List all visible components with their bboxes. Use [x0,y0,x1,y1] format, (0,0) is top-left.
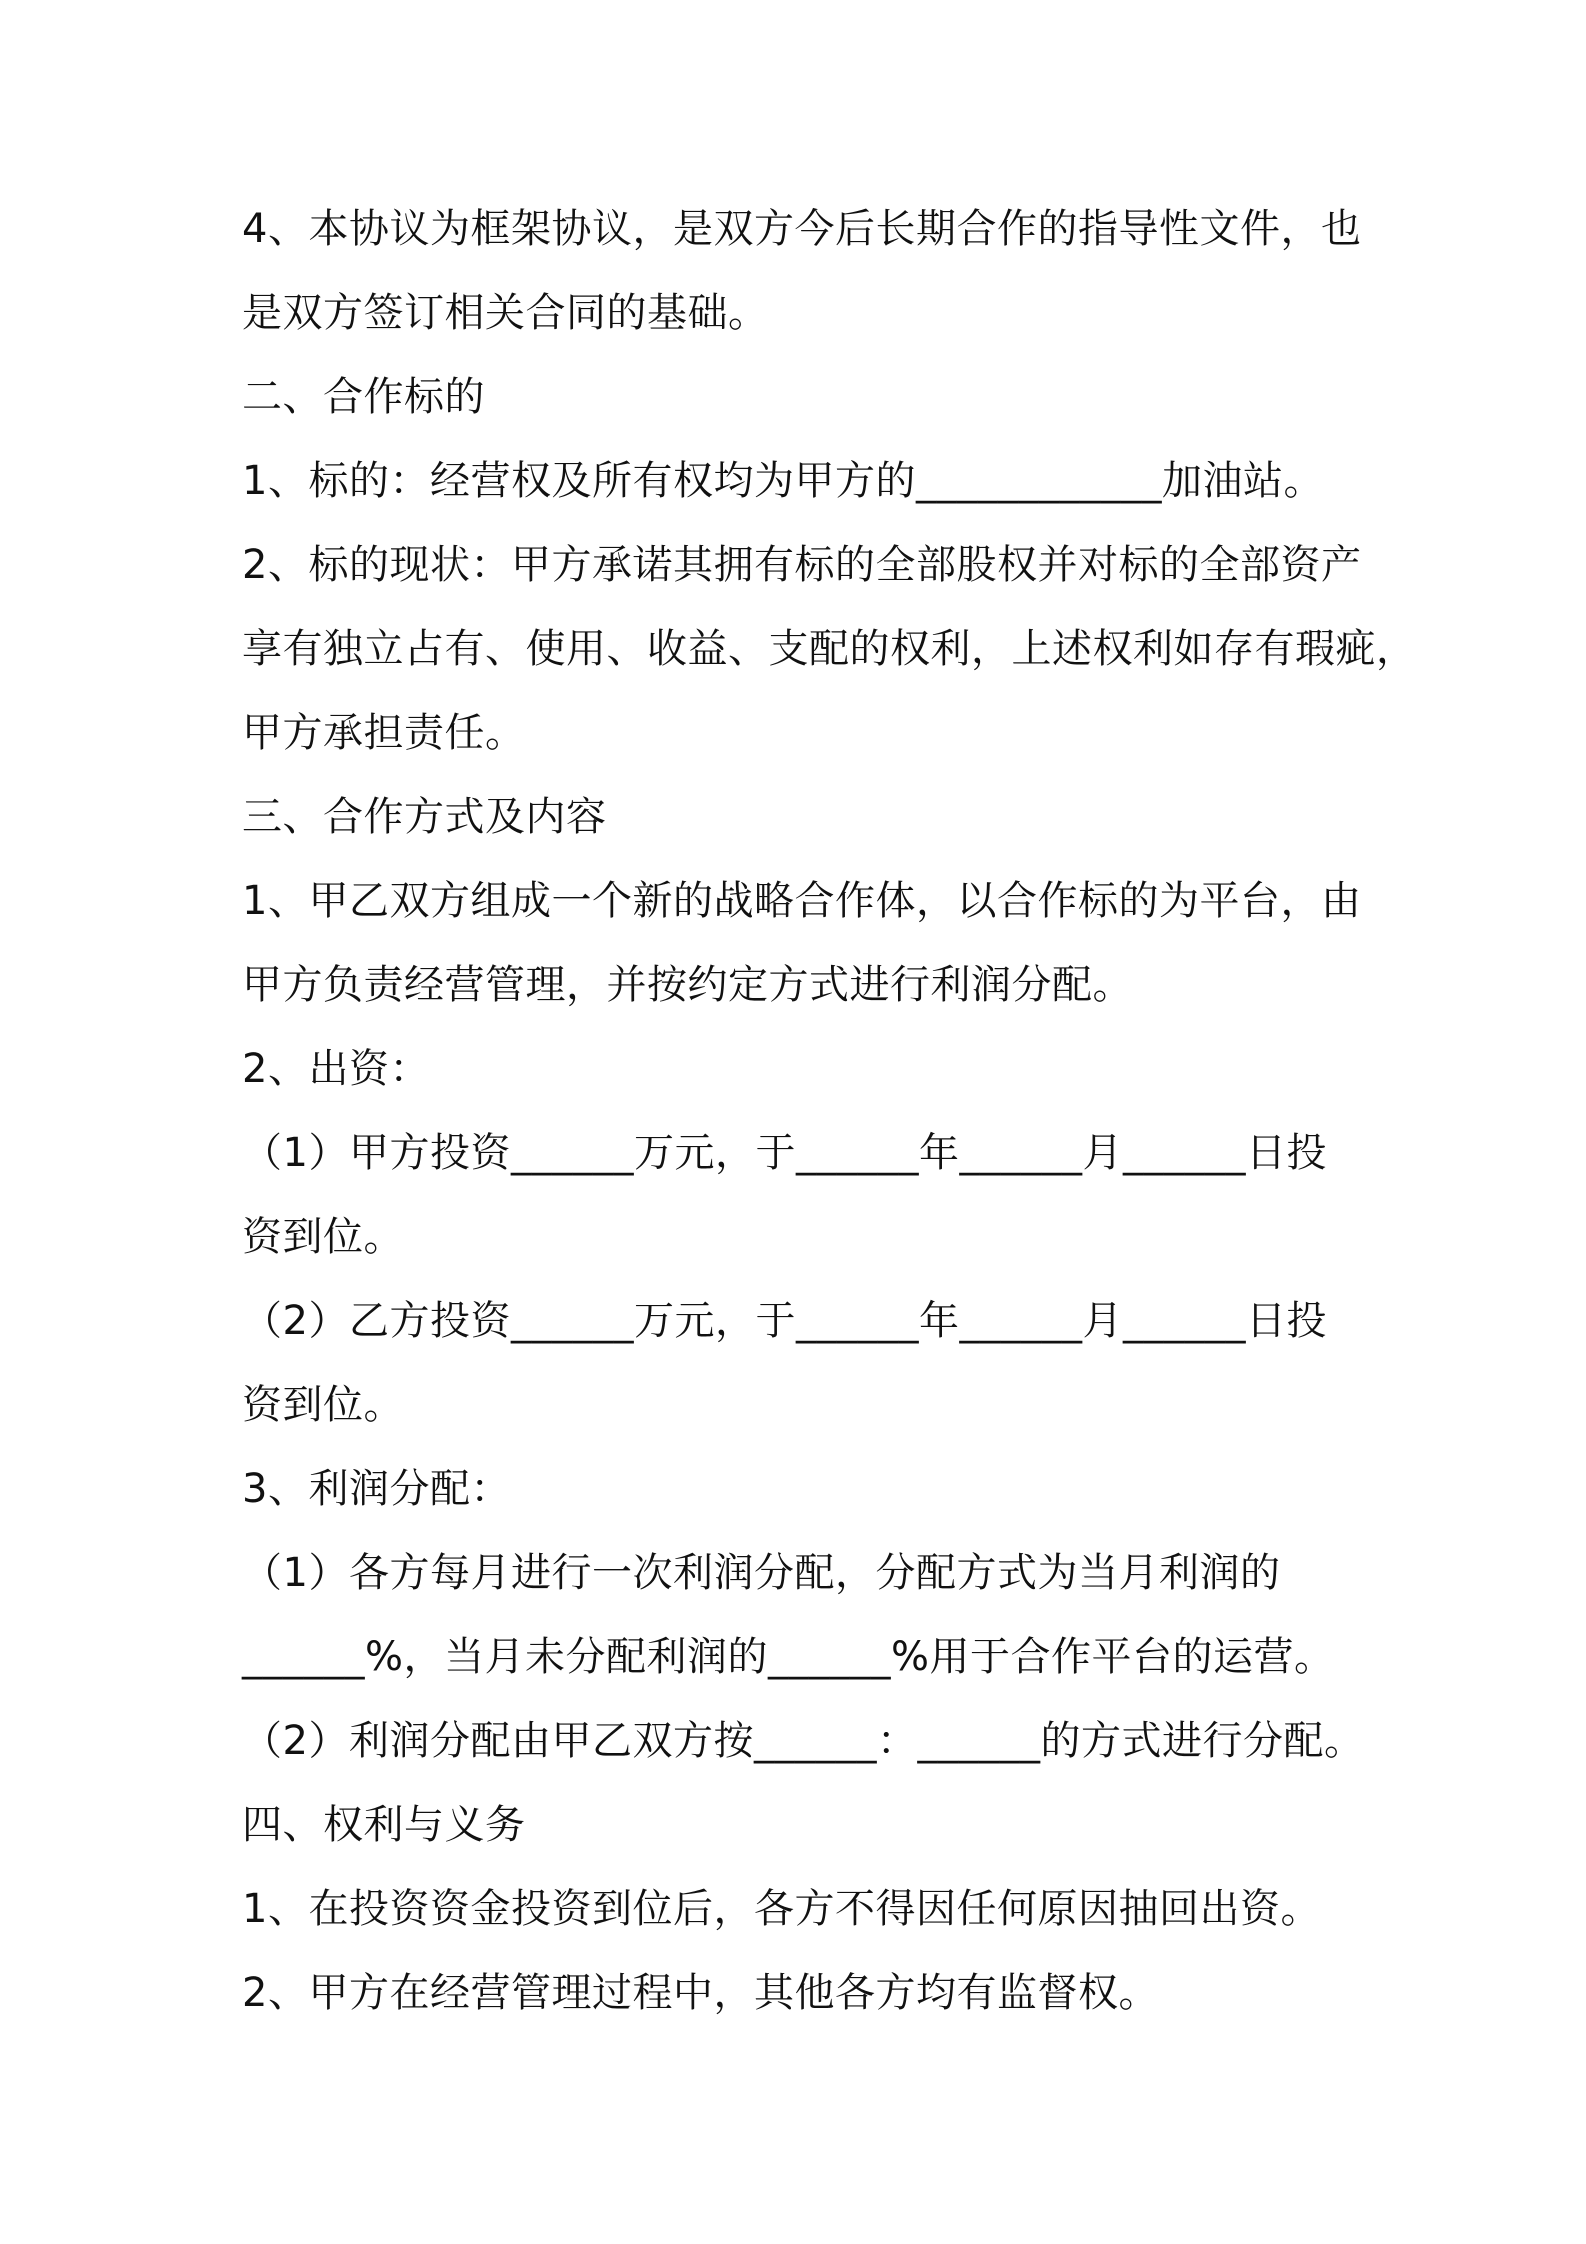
paragraph-line: 1、甲乙双方组成一个新的战略合作体，以合作标的为平台，由 [242,878,1362,924]
paragraph-line: 资到位。 [242,1214,404,1260]
paragraph-line: 2、标的现状：甲方承诺其拥有标的全部股权并对标的全部资产 [242,542,1362,588]
section-heading: 三、合作方式及内容 [242,794,607,840]
paragraph-line: 甲方负责经营管理，并按约定方式进行利润分配。 [242,962,1133,1008]
paragraph-line: 4、本协议为框架协议，是双方今后长期合作的指导性文件，也 [242,206,1362,252]
paragraph-line: （2）利润分配由甲乙双方按______：______的方式进行分配。 [242,1718,1365,1764]
paragraph-line: （1）各方每月进行一次利润分配，分配方式为当月利润的 [242,1550,1281,1596]
paragraph-line: 资到位。 [242,1382,404,1428]
paragraph-line: 1、标的：经营权及所有权均为甲方的____________加油站。 [242,458,1324,504]
paragraph-line: 是双方签订相关合同的基础。 [242,290,769,336]
paragraph-line: ______%，当月未分配利润的______%用于合作平台的运营。 [242,1634,1335,1680]
paragraph-line: 甲方承担责任。 [242,710,526,756]
paragraph-line: 享有独立占有、使用、收益、支配的权利，上述权利如存有瑕疵， [242,626,1417,672]
paragraph-line: （2）乙方投资______万元，于______年______月______日投 [242,1298,1327,1344]
paragraph-line: 3、利润分配： [242,1466,511,1512]
paragraph-line: 2、甲方在经营管理过程中，其他各方均有监督权。 [242,1970,1159,2016]
paragraph-line: （1）甲方投资______万元，于______年______月______日投 [242,1130,1327,1176]
paragraph-line: 1、在投资资金投资到位后，各方不得因任何原因抽回出资。 [242,1886,1321,1932]
section-heading: 二、合作标的 [242,374,485,420]
section-heading: 四、权利与义务 [242,1802,526,1848]
paragraph-line: 2、出资： [242,1046,430,1092]
